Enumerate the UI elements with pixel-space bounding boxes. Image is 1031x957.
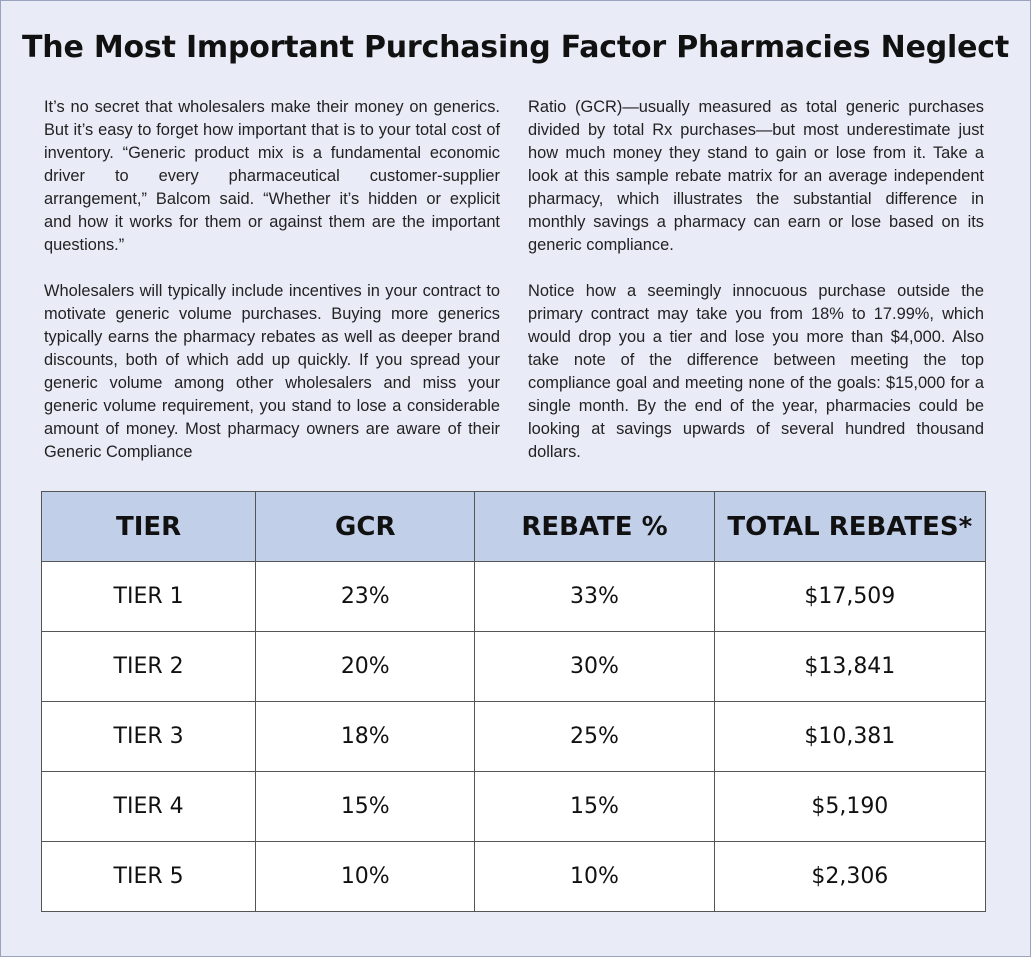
cell-rebate-percent: 30% <box>475 632 714 702</box>
cell-rebate-percent: 15% <box>475 772 714 842</box>
cell-rebate-percent: 33% <box>475 562 714 632</box>
paragraph: Notice how a seemingly innocuous purchase outside the primary contract may take you from 18% to 17.99%, which would drop you a tier and lose you more than $4,000. Also take note of the difference between meeting the top compliance goal and meeting none of the goals: $15,000 for a single month. By the end of the year, pharmacies could be looking at savings upwards of several hundred thousand dollars. <box>528 282 984 461</box>
header-rebate-percent: REBATE % <box>475 492 714 562</box>
page-title: The Most Important Purchasing Factor Pharmacies Neglect <box>22 30 1009 65</box>
cell-gcr: 15% <box>256 772 475 842</box>
header-total-rebates: TOTAL REBATES* <box>714 492 985 562</box>
cell-tier: TIER 1 <box>42 562 256 632</box>
cell-rebate-percent: 25% <box>475 702 714 772</box>
paragraph: Ratio (GCR)—usually measured as total generic purchases divided by total Rx purchases—but most underestimate just how much money they stand to gain or lose from it. Take a look at this sample rebate matrix for an average independent pharmacy, which illustrates the substantial difference in monthly savings a pharmacy can earn or lose based on its generic compliance. <box>528 98 984 254</box>
cell-gcr: 18% <box>256 702 475 772</box>
cell-tier: TIER 4 <box>42 772 256 842</box>
cell-total-rebates: $10,381 <box>714 702 985 772</box>
paragraph: Wholesalers will typically include incentives in your contract to motivate generic volume purchases. Buying more generics typically earns the pharmacy rebates as well as deeper brand discounts, both of which add up quickly. If you spread your generic volume among other wholesalers and miss your generic volume requirement, you stand to lose a considerable amount of money. Most pharmacy owners are aware of their Generic Compliance <box>44 282 500 461</box>
table-row <box>42 562 986 632</box>
cell-tier: TIER 2 <box>42 632 256 702</box>
cell-tier: TIER 3 <box>42 702 256 772</box>
header-tier: TIER <box>42 492 256 562</box>
cell-total-rebates: $17,509 <box>714 562 985 632</box>
rebate-table <box>41 491 986 912</box>
paragraph: It’s no secret that wholesalers make their money on generics. But it’s easy to forget how important that is to your total cost of inventory. “Generic product mix is a fundamental economic driver to every pharmaceutical customer-supplier arrangement,” Balcom said. “Whether it’s hidden or explicit and how it works for them or against them are the important questions.” <box>44 98 500 254</box>
table-row <box>42 702 986 772</box>
right-column <box>528 96 984 464</box>
table-row <box>42 842 986 912</box>
cell-total-rebates: $5,190 <box>714 772 985 842</box>
table-row <box>42 632 986 702</box>
cell-gcr: 10% <box>256 842 475 912</box>
cell-gcr: 20% <box>256 632 475 702</box>
table-header-row <box>42 492 986 562</box>
left-column <box>44 96 500 464</box>
table-row <box>42 772 986 842</box>
cell-total-rebates: $13,841 <box>714 632 985 702</box>
cell-gcr: 23% <box>256 562 475 632</box>
cell-rebate-percent: 10% <box>475 842 714 912</box>
cell-total-rebates: $2,306 <box>714 842 985 912</box>
header-gcr: GCR <box>256 492 475 562</box>
cell-tier: TIER 5 <box>42 842 256 912</box>
